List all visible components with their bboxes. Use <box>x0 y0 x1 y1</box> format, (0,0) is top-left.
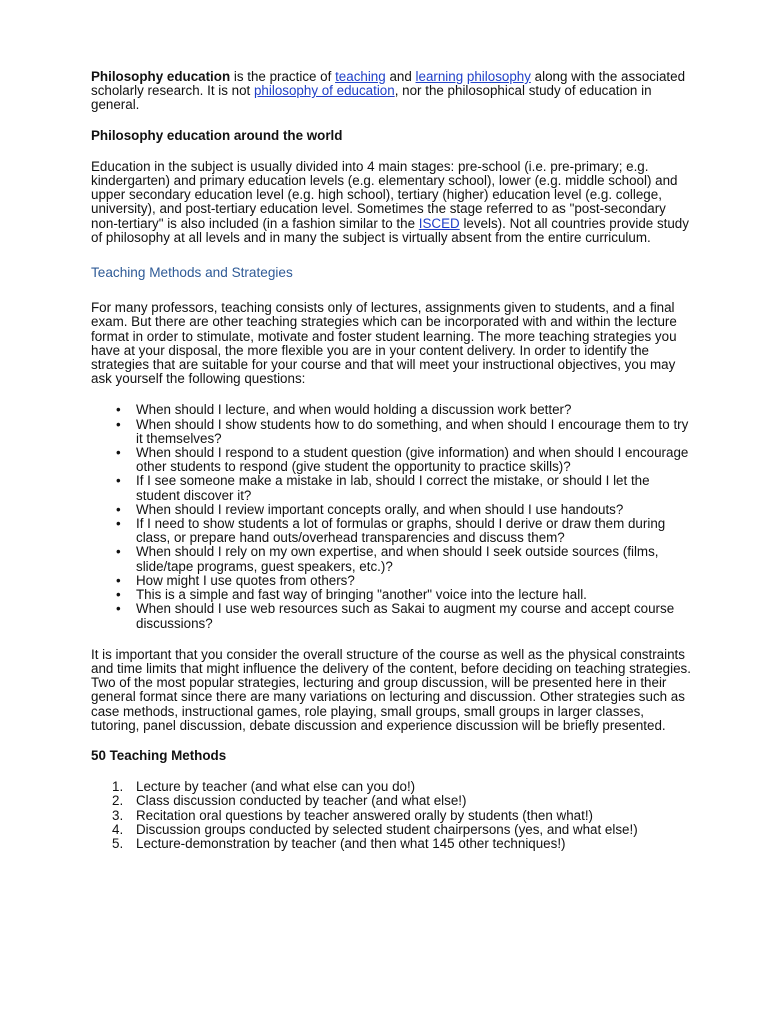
intro-term: Philosophy education <box>91 69 231 84</box>
item-number: 2. <box>112 793 124 809</box>
intro-paragraph: Philosophy education is the practice of teaching and learning philosophy along with the associated scholarly research. It is not philosophy of education, nor the philosophical study of education in general. <box>91 69 686 113</box>
methods-list <box>91 780 691 851</box>
link-philosophy-of-education[interactable]: philosophy of education <box>253 83 395 99</box>
item-number: 5. <box>112 835 124 851</box>
methods-paragraph: For many professors, teaching consists only of lectures, assignments given to students, and a final exam. But there are other teaching strategies which can be incorporated with and within the lecture format in order to stimulate, motivate and foster student learning. The more teaching strategies you have at your disposal, the more flexible you are in your content delivery. In order to identify the strategies that are suitable for your course and that will meet your instructional objectives, you may ask yourself the following questions: <box>91 300 677 387</box>
link-teaching[interactable]: teaching <box>335 69 386 84</box>
heading-50-methods: 50 Teaching Methods <box>91 747 227 763</box>
link-learning[interactable]: learning <box>415 69 464 84</box>
item-number: 1. <box>112 779 124 795</box>
structure-paragraph: It is important that you consider the overall structure of the course as well as the physical constraints and time limits that might influence the delivery of the content, before deciding on teaching strategies. Two of the most popular strategies, lecturing and group discussion, will be presented here in their general format since there are many variations on lecturing and discussion. Other strategies such as case methods, instructional games, role playing, small groups, small groups in larger classes, tutoring, panel discussion, debate discussion and experience discussion will be briefly presented. <box>91 646 691 733</box>
item-number: 3. <box>112 807 124 823</box>
list-item: • When should I show students how to do something, and when should I encourage them to try it themselves? <box>136 418 691 446</box>
list-item: • When should I rely on my own expertise, and when should I seek outside sources (films, slide/tape programs, guest speakers, etc.)? <box>136 545 691 573</box>
list-item: 4. Discussion groups conducted by selected student chairpersons (yes, and what else!) <box>112 821 638 837</box>
list-item: • When should I review important concepts orally, and when should I use handouts? <box>136 503 691 517</box>
list-item: 2. Class discussion conducted by teacher (and what else!) <box>112 793 467 809</box>
list-item: 3. Recitation oral questions by teacher answered orally by students (then what!) <box>112 807 594 823</box>
list-item: • This is a simple and fast way of bringing "another" voice into the lecture hall. <box>136 588 691 602</box>
heading-world: Philosophy education around the world <box>91 127 343 143</box>
list-item: • When should I lecture, and when would holding a discussion work better? <box>136 403 691 417</box>
document-page <box>91 70 691 851</box>
world-paragraph: Education in the subject is usually divided into 4 main stages: pre-school (i.e. pre-primary; e.g. kindergarten) and primary education levels (e.g. elementary school), lower (e.g. middle school) and upper secondary education level (e.g. high school), tertiary (higher) education level (e.g. college, university), and post-tertiary education level. Sometimes the stage referred to as "post-secondary non-tertiary" is also included (in a fashion similar to the ISCED levels). Not all countries provide study of philosophy at all levels and in many the subject is virtually absent from the entire curriculum. <box>91 158 689 245</box>
list-item: • When should I use web resources such as Sakai to augment my course and accept course discussions? <box>136 602 691 630</box>
list-item: 5. Lecture-demonstration by teacher (and then what 145 other techniques!) <box>112 835 566 851</box>
list-item: • If I need to show students a lot of formulas or graphs, should I derive or draw them during class, or prepare hand outs/overhead transparencies and discuss them? <box>136 517 691 545</box>
questions-list <box>91 403 691 630</box>
link-isced[interactable]: ISCED <box>418 215 460 231</box>
list-item: • If I see someone make a mistake in lab, should I correct the mistake, or should I let the student discover it? <box>136 474 691 502</box>
heading-teaching-methods: Teaching Methods and Strategies <box>91 265 293 281</box>
list-item: • How might I use quotes from others? <box>136 574 691 588</box>
list-item: • When should I respond to a student question (give information) and when should I encourage other students to respond (give student the opportunity to practice skills)? <box>136 446 691 474</box>
link-philosophy[interactable]: philosophy <box>466 69 531 84</box>
list-item: 1. Lecture by teacher (and what else can you do!) <box>112 779 416 795</box>
item-number: 4. <box>112 821 124 837</box>
